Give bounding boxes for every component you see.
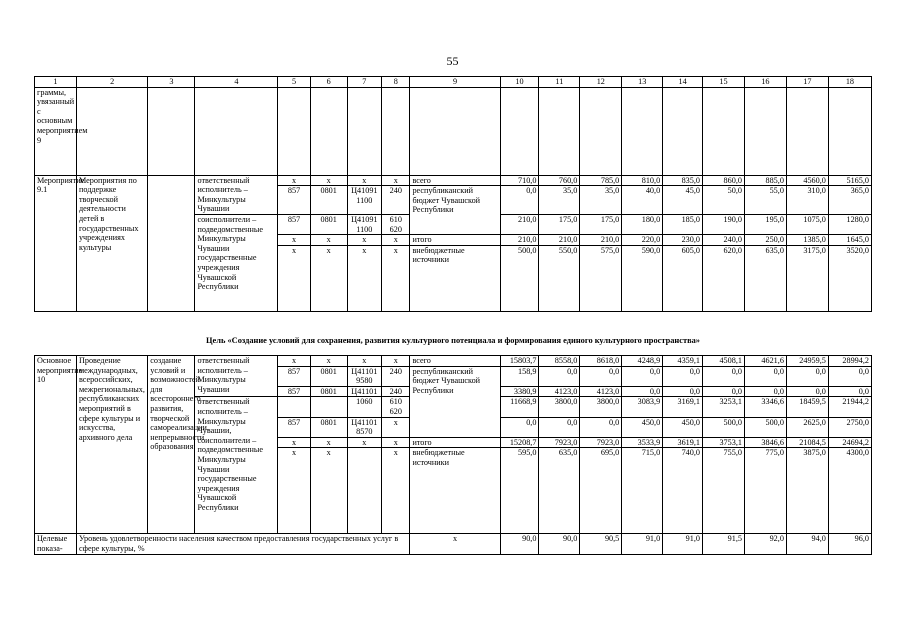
table-cell: x xyxy=(410,534,500,554)
table-cell xyxy=(310,87,347,175)
table-cell: 55,0 xyxy=(744,186,786,215)
table-cell: 4123,0 xyxy=(580,386,622,397)
table-cell: x xyxy=(382,235,410,246)
header-cell: 8 xyxy=(382,77,410,88)
table-cell xyxy=(828,87,871,175)
table-cell: 50,0 xyxy=(703,186,745,215)
table-cell: 857 xyxy=(278,417,311,437)
table-cell: 775,0 xyxy=(744,448,786,534)
table-cell: 4248,9 xyxy=(622,356,663,367)
table-cell xyxy=(703,87,745,175)
table-cell: 250,0 xyxy=(744,235,786,246)
table-cell: x xyxy=(347,175,382,186)
table-cell: x xyxy=(278,175,311,186)
table-cell xyxy=(278,87,311,175)
table-cell: 695,0 xyxy=(580,448,622,534)
table-cell: 550,0 xyxy=(539,245,580,311)
table-cell: 195,0 xyxy=(744,214,786,234)
continuation-row xyxy=(35,87,872,175)
table-cell: 620,0 xyxy=(703,245,745,311)
table-cell: 0,0 xyxy=(786,386,828,397)
table-cell: 365,0 xyxy=(828,186,871,215)
table-cell: 857 xyxy=(278,186,311,215)
table-cell: x xyxy=(310,235,347,246)
table-cell: 28994,2 xyxy=(828,356,871,367)
table-cell: 3083,9 xyxy=(622,397,663,417)
table-cell xyxy=(148,87,195,175)
table-cell: 0,0 xyxy=(622,386,663,397)
table-cell: 857 xyxy=(278,214,311,234)
table-cell: 24694,2 xyxy=(828,437,871,448)
page-number: 55 xyxy=(446,54,459,68)
table-cell: x xyxy=(382,245,410,311)
table-cell xyxy=(663,87,703,175)
table-cell: 0,0 xyxy=(580,417,622,437)
table-cell: 180,0 xyxy=(622,214,663,234)
table-cell: Ц41101 9580 xyxy=(347,366,382,386)
table-cell xyxy=(622,87,663,175)
table-cell xyxy=(580,87,622,175)
table-cell: 90,5 xyxy=(580,534,622,554)
m91-responsible: ответственный исполнитель – Минкультуры Чувашии xyxy=(195,175,278,214)
table-cell: 0,0 xyxy=(786,366,828,386)
table-cell: 1645,0 xyxy=(828,235,871,246)
table-cell xyxy=(278,397,311,417)
goal-heading: Цель «Создание условий для сохранения, развития культурного потенциала и формирования единого культурного пространства» xyxy=(206,336,700,345)
table-cell: 0,0 xyxy=(703,366,745,386)
table-cell: 18459,5 xyxy=(786,397,828,417)
table-cell: 0,0 xyxy=(828,386,871,397)
m10-title: Основное мероприятие 10 xyxy=(35,356,77,534)
table-cell: 4123,0 xyxy=(539,386,580,397)
table-cell: 0801 xyxy=(310,417,347,437)
header-cell: 5 xyxy=(278,77,311,88)
table-cell: внебюджетные источники xyxy=(410,245,500,311)
table-cell: 175,0 xyxy=(539,214,580,234)
table-cell: 0,0 xyxy=(539,417,580,437)
m10-description: Проведение международных, всероссийских, межрегиональных, республиканских мероприятий в сфере культуры и искусства, архивного дела xyxy=(76,356,147,534)
table-cell: 0,0 xyxy=(744,366,786,386)
table-cell: 3800,0 xyxy=(580,397,622,417)
header-cell: 2 xyxy=(76,77,147,88)
table-cell: 500,0 xyxy=(500,245,539,311)
table-cell: 3846,6 xyxy=(744,437,786,448)
table-cell: 240 xyxy=(382,386,410,397)
table-cell: 24959,5 xyxy=(786,356,828,367)
table-cell: 210,0 xyxy=(500,214,539,234)
table-cell: 230,0 xyxy=(663,235,703,246)
table-cell: 0,0 xyxy=(622,366,663,386)
table-cell: республиканский бюджет Чувашской Республики xyxy=(410,366,500,437)
table-cell: 0801 xyxy=(310,386,347,397)
table-cell: 11668,9 xyxy=(500,397,539,417)
table-cell: 857 xyxy=(278,366,311,386)
header-cell: 1 xyxy=(35,77,77,88)
table-cell: 785,0 xyxy=(580,175,622,186)
table-cell: 3346,6 xyxy=(744,397,786,417)
table-cell: 590,0 xyxy=(622,245,663,311)
table-cell: 575,0 xyxy=(580,245,622,311)
table-cell: 7923,0 xyxy=(580,437,622,448)
table-cell: 90,0 xyxy=(539,534,580,554)
table-cell: 635,0 xyxy=(539,448,580,534)
header-cell: 12 xyxy=(580,77,622,88)
table-cell: x xyxy=(382,448,410,534)
table-cell: 0,0 xyxy=(703,386,745,397)
table-cell: 21944,2 xyxy=(828,397,871,417)
m91-title: Мероприятие 9.1 xyxy=(35,175,77,311)
program-table-top xyxy=(34,76,872,312)
header-cell: 6 xyxy=(310,77,347,88)
table-cell: Ц41101 xyxy=(347,386,382,397)
table-cell: 715,0 xyxy=(622,448,663,534)
header-cell: 11 xyxy=(539,77,580,88)
table-cell: 185,0 xyxy=(663,214,703,234)
table-cell: 45,0 xyxy=(663,186,703,215)
m91-col3 xyxy=(148,175,195,311)
table-cell: 0801 xyxy=(310,366,347,386)
table-cell xyxy=(410,87,500,175)
table-cell: 7923,0 xyxy=(539,437,580,448)
table-cell: 3753,1 xyxy=(703,437,745,448)
table-cell: 710,0 xyxy=(500,175,539,186)
table-cell: 610 620 xyxy=(382,397,410,417)
table-cell: 0801 xyxy=(310,186,347,215)
table-cell: 2625,0 xyxy=(786,417,828,437)
continuation-cell: граммы, увязанный с основным мероприятием 9 xyxy=(35,87,77,175)
table-cell: 4560,0 xyxy=(786,175,828,186)
table-cell: 3800,0 xyxy=(539,397,580,417)
table-cell: 1280,0 xyxy=(828,214,871,234)
table-cell xyxy=(539,87,580,175)
table-cell: 500,0 xyxy=(703,417,745,437)
table-cell xyxy=(347,448,382,534)
m91-description: Мероприятия по поддержке творческой деятельности детей в государственных учреждениях культуры xyxy=(76,175,147,311)
table-cell xyxy=(76,87,147,175)
table-cell: 605,0 xyxy=(663,245,703,311)
table-cell: 40,0 xyxy=(622,186,663,215)
table-cell: 240 xyxy=(382,366,410,386)
table-cell: 3175,0 xyxy=(786,245,828,311)
table-cell: x xyxy=(347,356,382,367)
table-cell: 450,0 xyxy=(622,417,663,437)
table-cell: x xyxy=(278,437,311,448)
table-cell: 3169,1 xyxy=(663,397,703,417)
table-cell: республиканский бюджет Чувашской Республики xyxy=(410,186,500,235)
table-cell: x xyxy=(278,235,311,246)
table-cell: 860,0 xyxy=(703,175,745,186)
table-cell: x xyxy=(347,437,382,448)
table-cell: 35,0 xyxy=(580,186,622,215)
table-cell: 0,0 xyxy=(580,366,622,386)
table-cell: 35,0 xyxy=(539,186,580,215)
table-cell: x xyxy=(347,235,382,246)
table-cell: x xyxy=(310,245,347,311)
target-indicator-row xyxy=(35,534,872,554)
m91-coexecutors: соисполнители – подведомственные Минкультуры Чувашии государственные учреждения Чувашской Республики xyxy=(195,214,278,311)
table-cell: 0,0 xyxy=(539,366,580,386)
table-cell: 210,0 xyxy=(580,235,622,246)
table-cell xyxy=(786,87,828,175)
header-cell: 10 xyxy=(500,77,539,88)
table-cell: 94,0 xyxy=(786,534,828,554)
table-cell: 4300,0 xyxy=(828,448,871,534)
table-cell: Ц41101 8570 xyxy=(347,417,382,437)
table-cell: 0801 xyxy=(310,214,347,234)
table-cell: 0,0 xyxy=(663,386,703,397)
table-cell: 4508,1 xyxy=(703,356,745,367)
table-cell: 760,0 xyxy=(539,175,580,186)
table-cell: x xyxy=(310,175,347,186)
table-cell xyxy=(500,87,539,175)
table-cell: итого xyxy=(410,437,500,448)
table-cell: 755,0 xyxy=(703,448,745,534)
table-cell: 835,0 xyxy=(663,175,703,186)
table-cell: 3533,9 xyxy=(622,437,663,448)
table-cell: Ц41091 1100 xyxy=(347,186,382,215)
target-description: Уровень удовлетворенности населения качеством предоставления государственных услуг в сфере культуры, % xyxy=(76,534,409,554)
table-cell xyxy=(195,87,278,175)
table-cell: 1075,0 xyxy=(786,214,828,234)
table-cell xyxy=(310,397,347,417)
table-cell: x xyxy=(278,448,311,534)
table-cell: x xyxy=(347,245,382,311)
header-cell: 9 xyxy=(410,77,500,88)
header-cell: 14 xyxy=(663,77,703,88)
table-cell: 90,0 xyxy=(500,534,539,554)
table-cell: 3875,0 xyxy=(786,448,828,534)
table-cell: 885,0 xyxy=(744,175,786,186)
table-cell: 310,0 xyxy=(786,186,828,215)
table-cell: 0,0 xyxy=(828,366,871,386)
table-cell: 0,0 xyxy=(744,386,786,397)
header-cell: 13 xyxy=(622,77,663,88)
table-cell: 91,0 xyxy=(622,534,663,554)
table-cell: 3380,9 xyxy=(500,386,539,397)
table-cell: 190,0 xyxy=(703,214,745,234)
table-cell: 610 620 xyxy=(382,214,410,234)
header-cell: 18 xyxy=(828,77,871,88)
header-cell: 7 xyxy=(347,77,382,88)
table-cell: итого xyxy=(410,235,500,246)
table-cell: 810,0 xyxy=(622,175,663,186)
table-cell: 3520,0 xyxy=(828,245,871,311)
table-cell: 1385,0 xyxy=(786,235,828,246)
table-cell: всего xyxy=(410,175,500,186)
header-cell: 16 xyxy=(744,77,786,88)
header-cell: 15 xyxy=(703,77,745,88)
table-cell: всего xyxy=(410,356,500,367)
table-cell: x xyxy=(382,175,410,186)
table-cell: x xyxy=(382,356,410,367)
table-cell: 91,0 xyxy=(663,534,703,554)
table-cell: 240 xyxy=(382,186,410,215)
header-cell: 17 xyxy=(786,77,828,88)
table-cell: 175,0 xyxy=(580,214,622,234)
table-cell: 220,0 xyxy=(622,235,663,246)
table-cell: 635,0 xyxy=(744,245,786,311)
m91-row-0 xyxy=(35,175,872,186)
table-cell: 210,0 xyxy=(539,235,580,246)
table-cell xyxy=(347,87,382,175)
table-cell: 857 xyxy=(278,386,311,397)
table-cell: 5165,0 xyxy=(828,175,871,186)
table-cell: 3253,1 xyxy=(703,397,745,417)
table-cell: 210,0 xyxy=(500,235,539,246)
table-cell: x xyxy=(382,437,410,448)
table-cell: 1060 xyxy=(347,397,382,417)
table-cell: 0,0 xyxy=(500,417,539,437)
table-cell: 96,0 xyxy=(828,534,871,554)
table-cell: 450,0 xyxy=(663,417,703,437)
m10-goal-desc: создание условий и возможностей для всестороннего развития, творческой самореализации, непрерывности образования xyxy=(148,356,195,534)
m10-row-0 xyxy=(35,356,872,367)
table-cell: 158,9 xyxy=(500,366,539,386)
table-cell: 4359,1 xyxy=(663,356,703,367)
table-cell: 240,0 xyxy=(703,235,745,246)
table-cell: x xyxy=(278,245,311,311)
table-cell: 3619,1 xyxy=(663,437,703,448)
m10-responsible-2: ответственный исполнитель – Минкультуры Чувашии, соисполнители – подведомственные Минкультуры Чувашии государственные учреждения Чувашской Республики xyxy=(195,397,278,534)
table-cell: 91,5 xyxy=(703,534,745,554)
m10-responsible-1: ответственный исполнитель – Минкультуры Чувашии xyxy=(195,356,278,397)
table-cell: x xyxy=(310,448,347,534)
program-table-bottom xyxy=(34,355,872,555)
table-cell xyxy=(744,87,786,175)
table-cell: x xyxy=(278,356,311,367)
table-cell: 8558,0 xyxy=(539,356,580,367)
table-cell: Ц41091 1100 xyxy=(347,214,382,234)
table-cell: 500,0 xyxy=(744,417,786,437)
table-cell: 21084,5 xyxy=(786,437,828,448)
table-cell: 4621,6 xyxy=(744,356,786,367)
table-cell: 595,0 xyxy=(500,448,539,534)
table-cell: 92,0 xyxy=(744,534,786,554)
table-cell: внебюджетные источники xyxy=(410,448,500,534)
table-cell: 0,0 xyxy=(663,366,703,386)
table-cell: x xyxy=(382,417,410,437)
table-cell: 15803,7 xyxy=(500,356,539,367)
table-cell: 8618,0 xyxy=(580,356,622,367)
table-cell: x xyxy=(310,356,347,367)
table-cell: x xyxy=(310,437,347,448)
table-cell: 15208,7 xyxy=(500,437,539,448)
table-cell: 2750,0 xyxy=(828,417,871,437)
header-row xyxy=(35,77,872,88)
header-cell: 3 xyxy=(148,77,195,88)
header-cell: 4 xyxy=(195,77,278,88)
target-label: Целевые показа- xyxy=(35,534,77,554)
table-cell: 740,0 xyxy=(663,448,703,534)
table-cell xyxy=(382,87,410,175)
table-cell: 0,0 xyxy=(500,186,539,215)
